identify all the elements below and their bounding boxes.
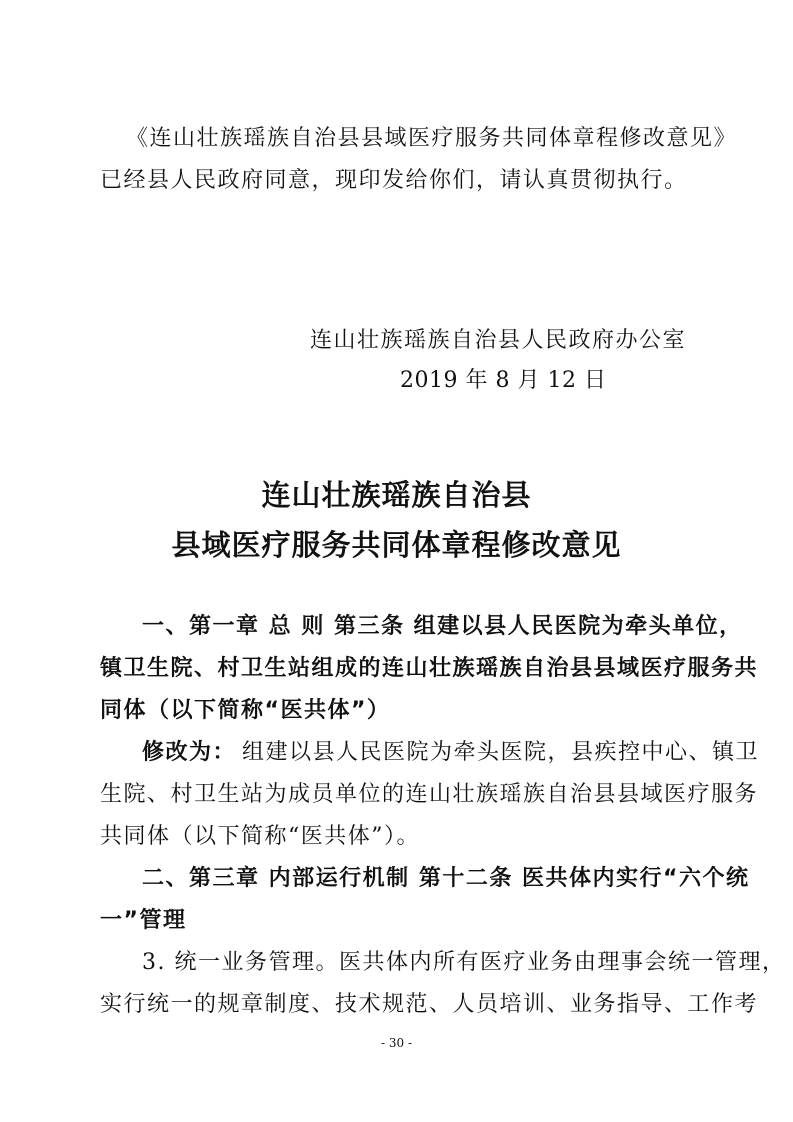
intro-line-2: 已经县人民政府同意，现印发给你们，请认真贯彻执行。 [100, 168, 688, 193]
modify-label: 修改为： [142, 740, 237, 765]
document-title-line-1: 连山壮族瑶族自治县 [261, 478, 532, 512]
modify-paragraph-line-3: 共同体（以下简称“医共体”）。 [100, 824, 420, 849]
item-two-heading-line-1: 二、第三章 内部运行机制 第十二条 医共体内实行“六个统 [142, 866, 750, 891]
item-three-line-1: 3. 统一业务管理。医共体内所有医疗业务由理事会统一管理， [142, 950, 786, 975]
issuing-office: 连山壮族瑶族自治县人民政府办公室 [310, 328, 687, 353]
document-title-line-2: 县域医疗服务共同体章程修改意见 [171, 528, 622, 562]
item-one-heading-line-3: 同体（以下简称“医共体”） [100, 698, 391, 723]
page-number: - 30 - [380, 1036, 412, 1050]
intro-line-1: 《连山壮族瑶族自治县县域医疗服务共同体章程修改意见》 [126, 126, 738, 151]
modify-paragraph-line-1 [142, 738, 760, 768]
item-one-heading-line-1: 一、第一章 总 则 第三条 组建以县人民医院为牵头单位， [142, 614, 743, 639]
modify-paragraph-line-2: 生院、村卫生站为成员单位的连山壮族瑶族自治县县域医疗服务 [100, 782, 759, 807]
item-two-heading-line-2: 一”管理 [100, 908, 187, 933]
modify-text: 组建以县人民医院为牵头医院，县疾控中心、镇卫 [242, 740, 760, 765]
item-three-line-2: 实行统一的规章制度、技术规范、人员培训、业务指导、工作考 [100, 992, 759, 1017]
issue-date: 2019 年 8 月 12 日 [400, 368, 607, 393]
item-one-heading-line-2: 镇卫生院、村卫生站组成的连山壮族瑶族自治县县域医疗服务共 [100, 656, 759, 681]
